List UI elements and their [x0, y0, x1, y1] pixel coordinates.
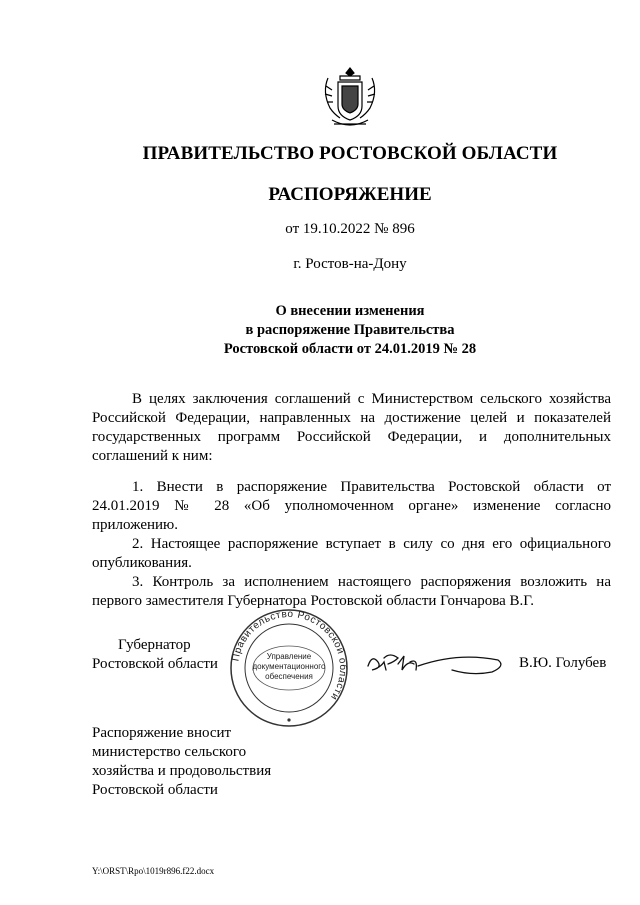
submitted-line: Ростовской области	[92, 782, 218, 798]
preamble-paragraph: В целях заключения соглашений с Министерством сельского хозяйства Российской Федерации, направленных на достижение целей и показателей государственных программ Российской Федерации, и дополнительных соглашений к ним:	[92, 391, 611, 464]
item-paragraph: 3. Контроль за исполнением настоящего распоряжения возложить на первого заместителя Губернатора Ростовской области Гончарова В.Г.	[92, 574, 611, 609]
document-type: РАСПОРЯЖЕНИЕ	[268, 184, 432, 205]
file-path: Y:\ORST\Rpo\1019r896.f22.docx	[92, 866, 215, 876]
document-city: г. Ростов-на-Дону	[293, 256, 407, 272]
role-line: Ростовской области	[92, 656, 218, 672]
submitted-line: министерство сельского	[92, 744, 247, 760]
seal-center-line: документационного	[252, 662, 326, 671]
preamble-block	[92, 390, 611, 466]
signatory-role	[92, 636, 218, 674]
subject-line: Ростовской области от 24.01.2019 № 28	[223, 341, 477, 357]
item-paragraph: 1. Внести в распоряжение Правительства Ростовской области от 24.01.2019 № 28 «Об уполномоченном органе» изменение согласно приложению.	[92, 479, 611, 533]
submitted-line: хозяйства и продовольствия	[92, 763, 272, 779]
government-title: ПРАВИТЕЛЬСТВО РОСТОВСКОЙ ОБЛАСТИ	[142, 143, 558, 164]
seal-ring-label: Правительство Ростовской области	[230, 608, 349, 703]
handwritten-signature-icon	[362, 642, 512, 684]
subject-line: О внесении изменения	[275, 303, 425, 319]
signatory-name: В.Ю. Голубев	[519, 655, 607, 671]
document-date-number: от 19.10.2022 № 896	[285, 221, 415, 237]
submitted-line: Распоряжение вносит	[92, 725, 232, 741]
seal-center-line: обеспечения	[265, 672, 313, 681]
item-paragraph: 2. Настоящее распоряжение вступает в силу со дня его официального опубликования.	[92, 536, 611, 571]
items-block	[92, 478, 611, 611]
seal-center-line: Управление	[266, 652, 312, 661]
document-subject	[0, 302, 640, 359]
subject-line: в распоряжение Правительства	[245, 322, 455, 338]
coat-of-arms-icon	[318, 64, 382, 130]
role-line: Губернатор	[118, 637, 191, 653]
seal-center-text	[252, 652, 326, 682]
submitted-by-block	[92, 724, 271, 800]
